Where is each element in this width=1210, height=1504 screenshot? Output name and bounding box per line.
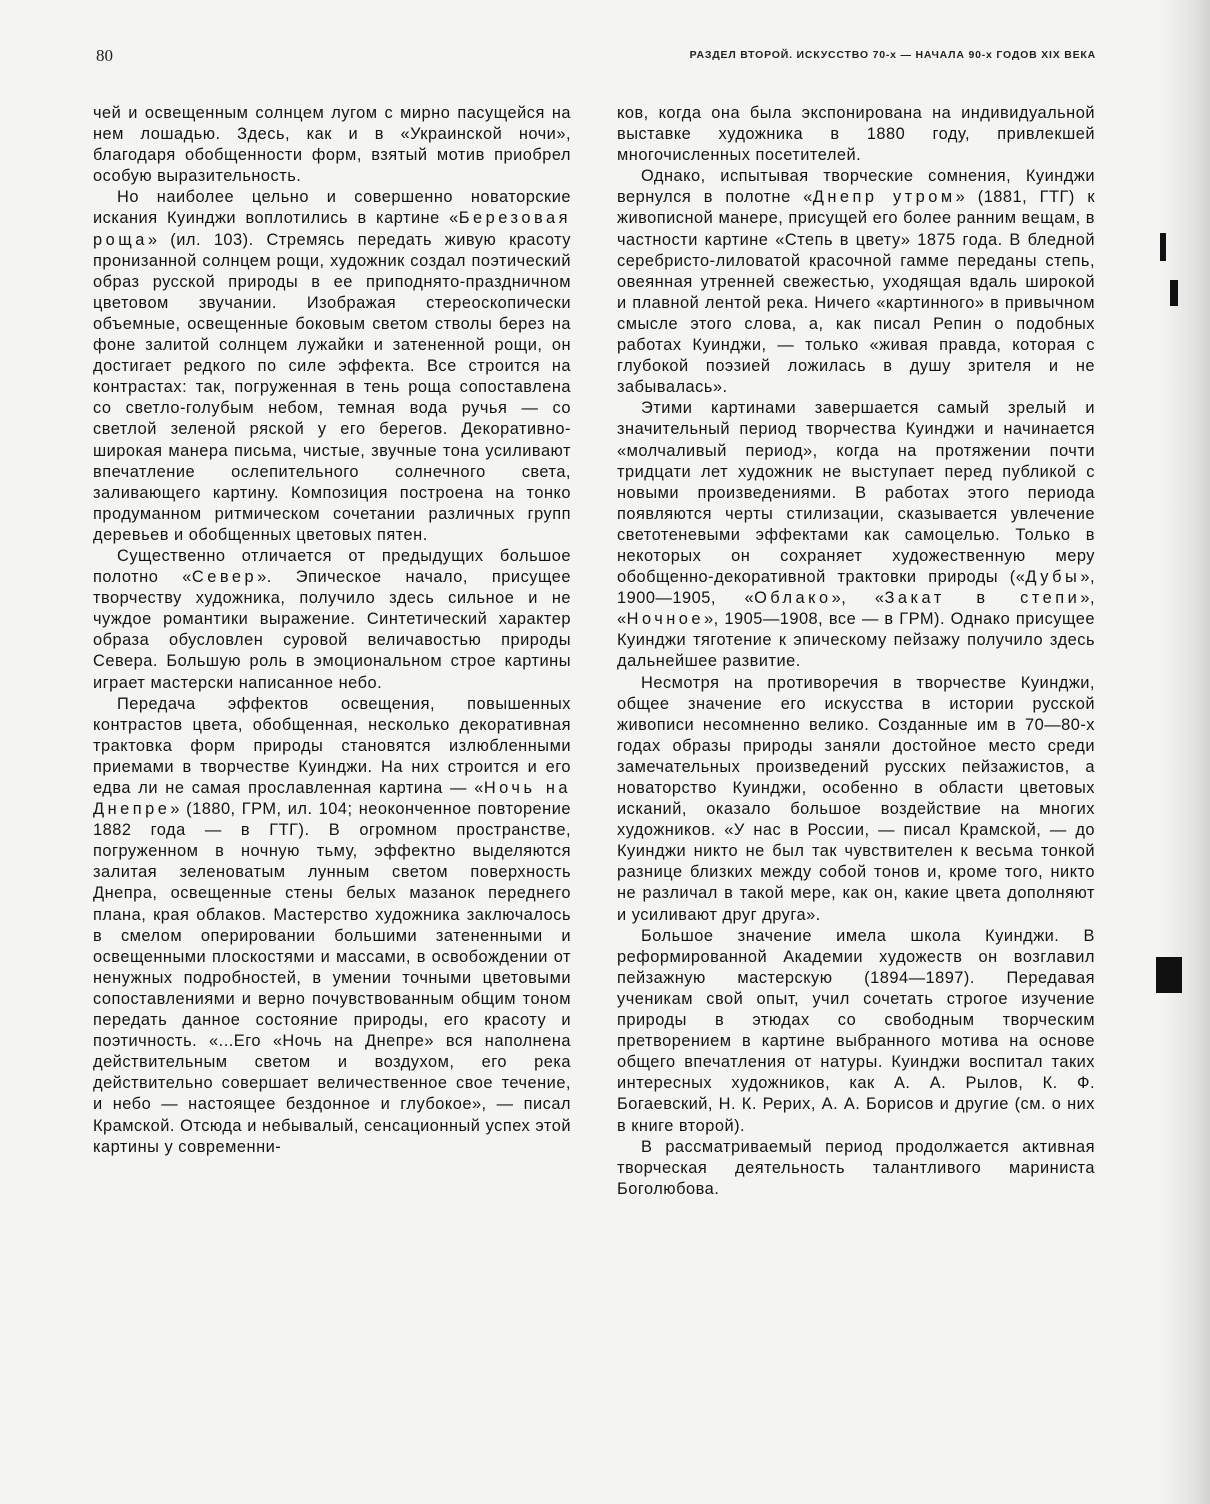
paragraph — [93, 694, 571, 1158]
paragraph-text: » (1881, ГТГ) к живописной манере, присущей его более ранним вещам, в частности картине «Степь в цвету» 1875 года. В бледной серебристо-лиловатой красочной гамме переданы степь, овеянная утренней свежестью, уходящая вдаль широкой и плавной лентой река. Ничего «картинного» в привычном смысле этого слова, а, как писал Репин о подобных работах Куинджи, — только «живая правда, которая с глубокой поэзией ложилась в душу зрителя и не забывалась». — [617, 188, 1095, 397]
paragraph-text: В рассматриваемый период продолжается активная творческая деятельность талантливого мариниста Боголюбова. — [617, 1137, 1095, 1198]
artwork-title: Облако — [754, 589, 832, 608]
scan-edge-mark — [1170, 280, 1178, 306]
paragraph-text: Передача эффектов освещения, повышенных контрастов цвета, обобщенная, несколько декоративная трактовка форм природы становятся излюбленными приемами в творчестве Куинджи. На них строится и его едва ли не самая прославленная картина — « — [93, 694, 571, 797]
paragraph-text: Но наиболее цельно и совершенно новаторские искания Куинджи воплотились в картине « — [93, 188, 571, 228]
paragraph-text: », « — [617, 589, 1095, 629]
paragraph-text: чей и освещенным солнцем лугом с мирно пасущейся на нем лошадью. Здесь, как и в «Украинской ночи», благодаря обобщенности форм, взятый мотив приобрел особую выразительность. — [93, 104, 571, 186]
artwork-title: Дубы — [1025, 568, 1081, 587]
paragraph-text: Этими картинами завершается самый зрелый и значительный период творчества Куинджи и начинается «молчаливый период», когда на протяжении почти тридцати лет художник не выступает перед публикой с новыми произведениями. В работах этого периода появляются черты стилизации, сказывается увлечение светотеневыми эффектами как самоцелью. Только в некоторых он сохраняет художественную меру обобщенно-декоративной трактовки природы (« — [617, 399, 1095, 587]
artwork-title: Ночное — [626, 610, 705, 629]
paragraph — [617, 103, 1095, 166]
artwork-title: Березовая роща — [93, 209, 571, 249]
paragraph — [617, 673, 1095, 926]
running-head: РАЗДЕЛ ВТОРОЙ. ИСКУССТВО 70-х — НАЧАЛА 90-х ГОДОВ XIX ВЕКА — [689, 49, 1096, 61]
left-column — [93, 103, 571, 1158]
paragraph-text: ков, когда она была экспонирована на индивидуальной выставке художника в 1880 году, привлекшей многочисленных посетителей. — [617, 104, 1095, 165]
page-header — [96, 46, 1096, 70]
page-number: 80 — [96, 46, 113, 65]
artwork-title: Закат в степи — [884, 589, 1081, 608]
artwork-title: Днепр утром — [812, 188, 956, 207]
paragraph-text: Однако, испытывая творческие сомнения, Куинджи вернулся в полотне « — [617, 167, 1095, 207]
paragraph — [93, 187, 571, 546]
paragraph — [93, 546, 571, 694]
paragraph — [617, 166, 1095, 398]
scan-edge-mark — [1160, 233, 1166, 261]
paragraph-text: » (1880, ГРМ, ил. 104; неоконченное повторение 1882 года — в ГТГ). В огромном пространстве, погруженном в ночную тьму, эффектно выделяются залитая зеленоватым лунным светом поверхность Днепра, освещенные стены белых мазанок переднего плана, края облаков. Мастерство художника заключалось в смелом оперировании большими затененными и освещенными плоскостями и массами, в освобождении от ненужных подробностей, в умении точными цветовыми сопоставлениями и верно почувствованным общим тоном передать данное состояние природы, его красоту и поэтичность. «...Его «Ночь на Днепре» вся наполнена действительным светом и воздухом, его река действительно совершает величественное свое течение, и небо — настоящее бездонное и глубокое», — писал Крамской. Отсюда и небывалый, сенсационный успех этой картины у современни- — [93, 800, 571, 1156]
paragraph — [617, 926, 1095, 1137]
paragraph — [617, 398, 1095, 672]
artwork-title: Ночь на Днепре — [93, 779, 571, 819]
artwork-title: Север — [191, 568, 258, 587]
scan-edge-mark — [1156, 957, 1182, 993]
paragraph-text: » (ил. 103). Стремясь передать живую красоту пронизанной солнцем рощи, художник создал поэтический образ русской природы в ее приподнято-праздничном цветовом звучании. Изображая стереоскопически объемные, освещенные боковым светом стволы берез на фоне залитой солнцем лужайки и затененной рощи, он достигает редкого по силе эффекта. Все строится на контрастах: так, погруженная в тень роща сопоставлена со светло-голубым небом, темная вода ручья — со светлой зеленой ряской у его берегов. Декоративно-широкая манера письма, чистые, звучные тона усиливают впечатление ослепительного солнечного света, заливающего картину. Композиция построена на тонко продуманном ритмическом сочетании различных групп деревьев и обобщенных цветовых пятен. — [93, 230, 571, 544]
paragraph — [617, 1137, 1095, 1200]
paragraph-text: », 1900—1905, « — [617, 568, 1095, 608]
paragraph-text: Существенно отличается от предыдущих большое полотно « — [93, 546, 571, 587]
paragraph-text: », 1905—1908, все — в ГРМ). Однако присущее Куинджи тяготение к эпическому пейзажу получило здесь дальнейшее развитие. — [617, 610, 1095, 671]
paragraph-text: », « — [831, 589, 885, 608]
paragraph-text: ». Эпическое начало, присущее творчеству художника, получило здесь сильное и не чуждое романтики выражение. Синтетический характер образа обусловлен суровой величавостью природы Севера. Большую роль в эмоциональном строе картины играет мастерски написанное небо. — [93, 568, 571, 692]
page-edge-shadow — [1162, 0, 1210, 1504]
paragraph-text: Большое значение имела школа Куинджи. В реформированной Академии художеств он возглавил пейзажную мастерскую (1894—1897). Передавая ученикам свой опыт, учил сочетать строгое изучение природы в этюдах со свободным творческим претворением в картине выбранного мотива на основе общего впечатления от натуры. Куинджи воспитал таких интересных художников, как А. А. Рылов, К. Ф. Богаевский, Н. К. Рерих, А. А. Борисов и другие (см. о них в книге второй). — [617, 926, 1095, 1135]
paragraph-text: Несмотря на противоречия в творчестве Куинджи, общее значение его искусства в истории русской живописи несомненно велико. Созданные им в 70—80-х годах образы природы заняли достойное место среди замечательных произведений русских пейзажистов, а новаторство Куинджи, особенно в области цветовых исканий, оказало большое воздействие на многих художников. «У нас в России, — писал Крамской, — до Куинджи никто не был так чувствителен к весьма тонкой разнице близких между собой тонов и, кроме того, никто не различал в такой мере, как он, какие цвета дополняют и усиливают друг друга». — [617, 673, 1095, 924]
paragraph — [93, 103, 571, 187]
right-column — [617, 103, 1095, 1200]
